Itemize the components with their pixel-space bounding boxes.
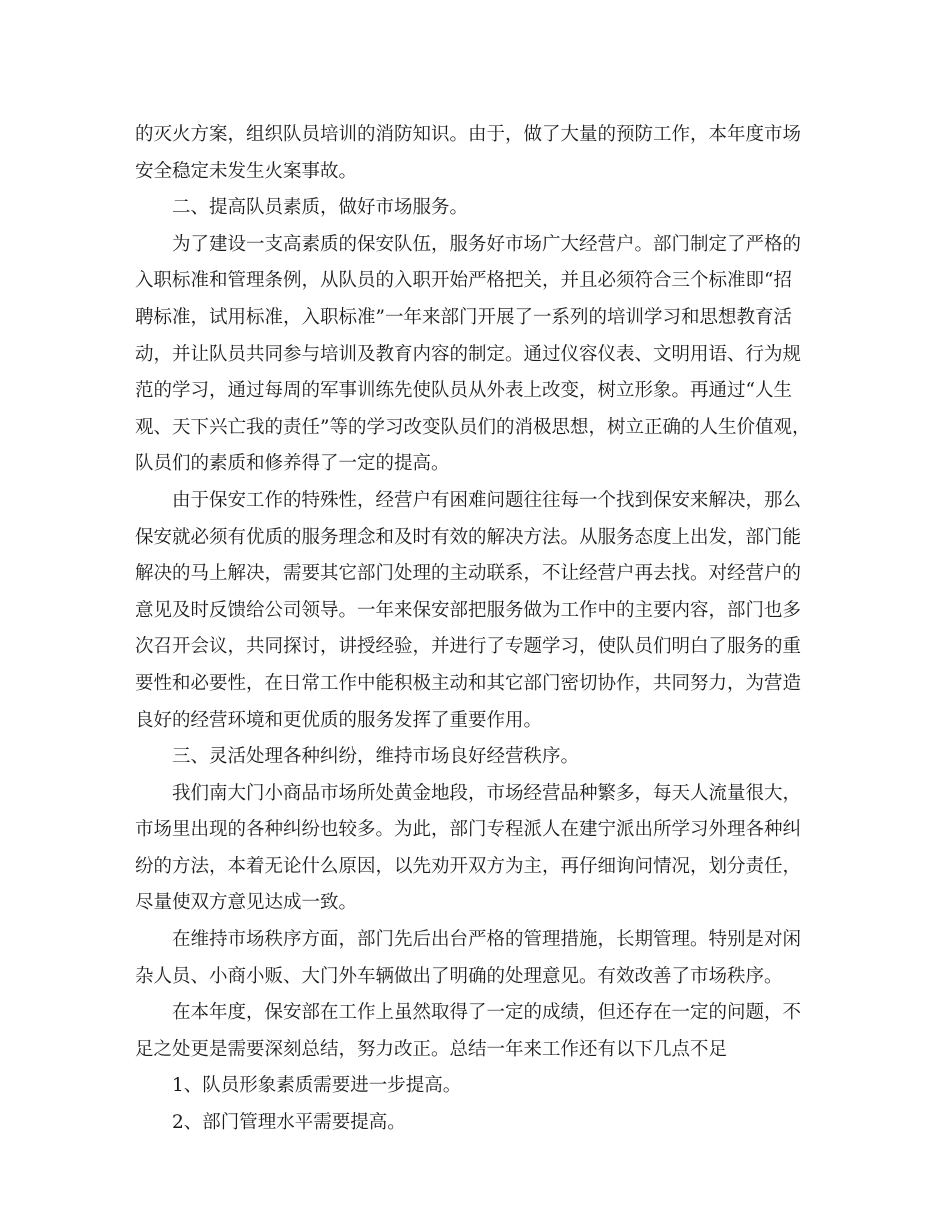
text-line: 的灭火方案，组织队员培训的消防知识。由于，做了大量的预防工作，本年度市场 [135,124,802,145]
section-heading: 三、灵活处理各种纠纷，维持市场良好经营秩序。 [172,746,580,768]
text-line: 入职标准和管理条例，从队员的入职开始严格把关，并且必须符合三个标准即“招 [135,270,792,292]
text-line: 安全稳定未发生火案事故。 [135,160,358,182]
text-line: 要性和必要性，在日常工作中能积极主动和其它部门密切协作，共同努力，为营造 [135,672,802,694]
text-line: 保安就必须有优质的服务理念和及时有效的解决方法。从服务态度上出发，部门能 [135,526,802,548]
text-line: 纷的方法，本着无论什么原因，以先劝开双方为主，再仔细询问情况，划分责任， [135,855,802,877]
text-line: 在维持市场秩序方面，部门先后出台严格的管理措施，长期管理。特别是对闲 [172,929,802,951]
section-heading: 二、提高队员素质，做好市场服务。 [172,197,469,219]
list-item: 1、队员形象素质需要进一步提高。 [172,1075,462,1097]
text-line: 尽量使双方意见达成一致。 [135,892,358,914]
text-line: 次召开会议，共同探讨，讲授经验，并进行了专题学习，使队员们明白了服务的重 [135,636,802,658]
text-line: 观、天下兴亡我的责任”等的学习改变队员们的消极思想，树立正确的人生价值观， [135,416,811,438]
text-line: 意见及时反馈给公司领导。一年来保安部把服务做为工作中的主要内容，部门也多 [135,599,802,621]
text-line: 在本年度，保安部在工作上虽然取得了一定的成绩，但还存在一定的问题，不 [172,1002,802,1024]
text-line: 队员们的素质和修养得了一定的提高。 [135,453,450,475]
text-line: 为了建设一支高素质的保安队伍，服务好市场广大经营户。部门制定了严格的 [172,233,802,255]
text-line: 范的学习，通过每周的军事训练先使队员从外表上改变，树立形象。再通过“人生 [135,380,792,402]
text-line: 由于保安工作的特殊性，经营户有困难问题往往每一个找到保安来解决，那么 [172,489,802,511]
text-line: 聘标准，试用标准，入职标准”一年来部门开展了一系列的培训学习和思想教育活 [135,306,792,328]
text-line: 动，并让队员共同参与培训及教育内容的制定。通过仪容仪表、文明用语、行为规 [135,343,802,365]
text-line: 足之处更是需要深刻总结，努力改正。总结一年来工作还有以下几点不足 [135,1038,728,1060]
list-item: 2、部门管理水平需要提高。 [172,1112,406,1134]
document-body [135,117,825,1142]
text-line: 良好的经营环境和更优质的服务发挥了重要作用。 [135,709,543,731]
text-line: 市场里出现的各种纠纷也较多。为此，部门专程派人在建宁派出所学习外理各种纠 [135,819,802,841]
text-line: 杂人员、小商小贩、大门外车辆做出了明确的处理意见。有效改善了市场秩序。 [135,965,783,987]
text-line: 我们南大门小商品市场所处黄金地段，市场经营品种繁多，每天人流量很大， [172,782,802,804]
text-line: 解决的马上解决，需要其它部门处理的主动联系，不让经营户再去找。对经营户的 [135,563,802,585]
